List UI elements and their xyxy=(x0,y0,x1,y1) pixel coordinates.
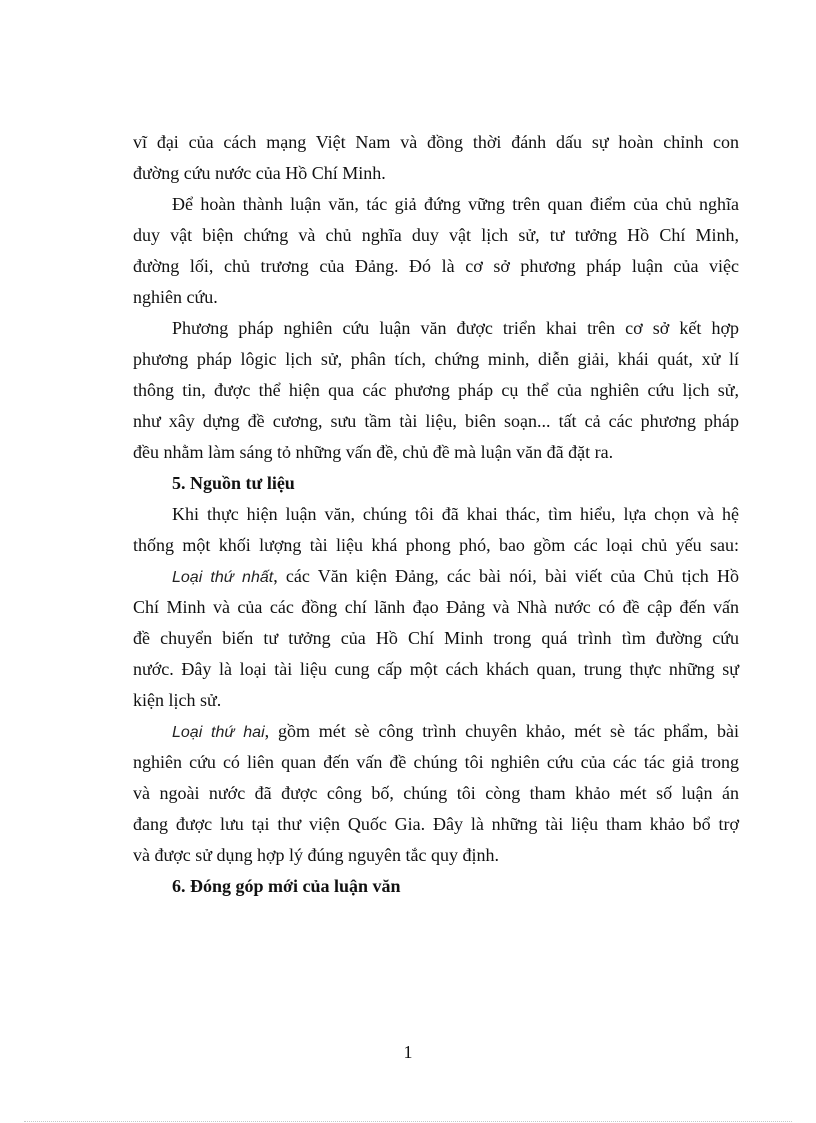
paragraph-line: Chí Minh và của các đồng chí lãnh đạo Đảng và Nhà nước có đề cập đến vấn xyxy=(133,597,739,617)
paragraph-line xyxy=(133,561,739,592)
body-text xyxy=(133,127,739,902)
italic-term: Loại thứ hai xyxy=(172,724,265,741)
paragraph-line: và ngoài nước đã được công bố, chúng tôi còng tham khảo mét số luận án xyxy=(133,783,739,803)
paragraph-line: Để hoàn thành luận văn, tác giả đứng vững trên quan điểm của chủ nghĩa xyxy=(172,194,739,214)
paragraph-line: nghiên cứu có liên quan đến vấn đề chúng tôi nghiên cứu của các tác giả trong xyxy=(133,752,739,772)
paragraph-line: phương pháp lôgic lịch sử, phân tích, chứng minh, diễn giải, khái quát, xử lí xyxy=(133,349,739,369)
paragraph-line: như xây dựng đề cương, sưu tầm tài liệu, biên soạn... tất cả các phương pháp xyxy=(133,411,739,431)
paragraph-line: Khi thực hiện luận văn, chúng tôi đã khai thác, tìm hiểu, lựa chọn và hệ xyxy=(172,504,739,524)
paragraph-line: đều nhằm làm sáng tỏ những vấn đề, chủ đề mà luận văn đã đặt ra. xyxy=(133,442,614,462)
paragraph-line: kiện lịch sử. xyxy=(133,690,222,710)
section-heading-6: 6. Đóng góp mới của luận văn xyxy=(172,876,401,896)
page-bottom-divider xyxy=(24,1121,792,1122)
italic-term: Loại thứ nhất xyxy=(172,569,274,586)
section-heading-5: 5. Nguồn tư liệu xyxy=(172,473,295,493)
paragraph-line: đang được lưu tại thư viện Quốc Gia. Đây là những tài liệu tham khảo bổ trợ xyxy=(133,814,739,834)
paragraph-line: thông tin, được thể hiện qua các phương pháp cụ thể của nghiên cứu lịch sử, xyxy=(133,380,739,400)
paragraph-line: nước. Đây là loại tài liệu cung cấp một cách khách quan, trung thực những sự xyxy=(133,659,739,679)
page-number: 1 xyxy=(403,1042,413,1062)
paragraph-line: thống một khối lượng tài liệu khá phong phó, bao gồm các loại chủ yếu sau: xyxy=(133,535,739,555)
paragraph-line: nghiên cứu. xyxy=(133,287,218,307)
paragraph-text: , gồm mét sè công trình chuyên khảo, mét sè tác phẩm, bài xyxy=(264,721,739,741)
paragraph-line: vĩ đại của cách mạng Việt Nam và đồng thời đánh dấu sự hoàn chỉnh con xyxy=(133,132,739,152)
paragraph-line: đường lối, chủ trương của Đảng. Đó là cơ sở phương pháp luận của việc xyxy=(133,256,739,276)
paragraph-line: duy vật biện chứng và chủ nghĩa duy vật lịch sử, tư tưởng Hồ Chí Minh, xyxy=(133,225,739,245)
paragraph-line: và được sử dụng hợp lý đúng nguyên tắc quy định. xyxy=(133,845,500,865)
paragraph-line: đường cứu nước của Hồ Chí Minh. xyxy=(133,163,386,183)
paragraph-line xyxy=(133,716,739,747)
paragraph-text: , các Văn kiện Đảng, các bài nói, bài viết của Chủ tịch Hồ xyxy=(273,566,740,586)
paragraph-line: Phương pháp nghiên cứu luận văn được triển khai trên cơ sở kết hợp xyxy=(172,318,739,338)
paragraph-line: đề chuyển biến tư tưởng của Hồ Chí Minh trong quá trình tìm đường cứu xyxy=(133,628,739,648)
